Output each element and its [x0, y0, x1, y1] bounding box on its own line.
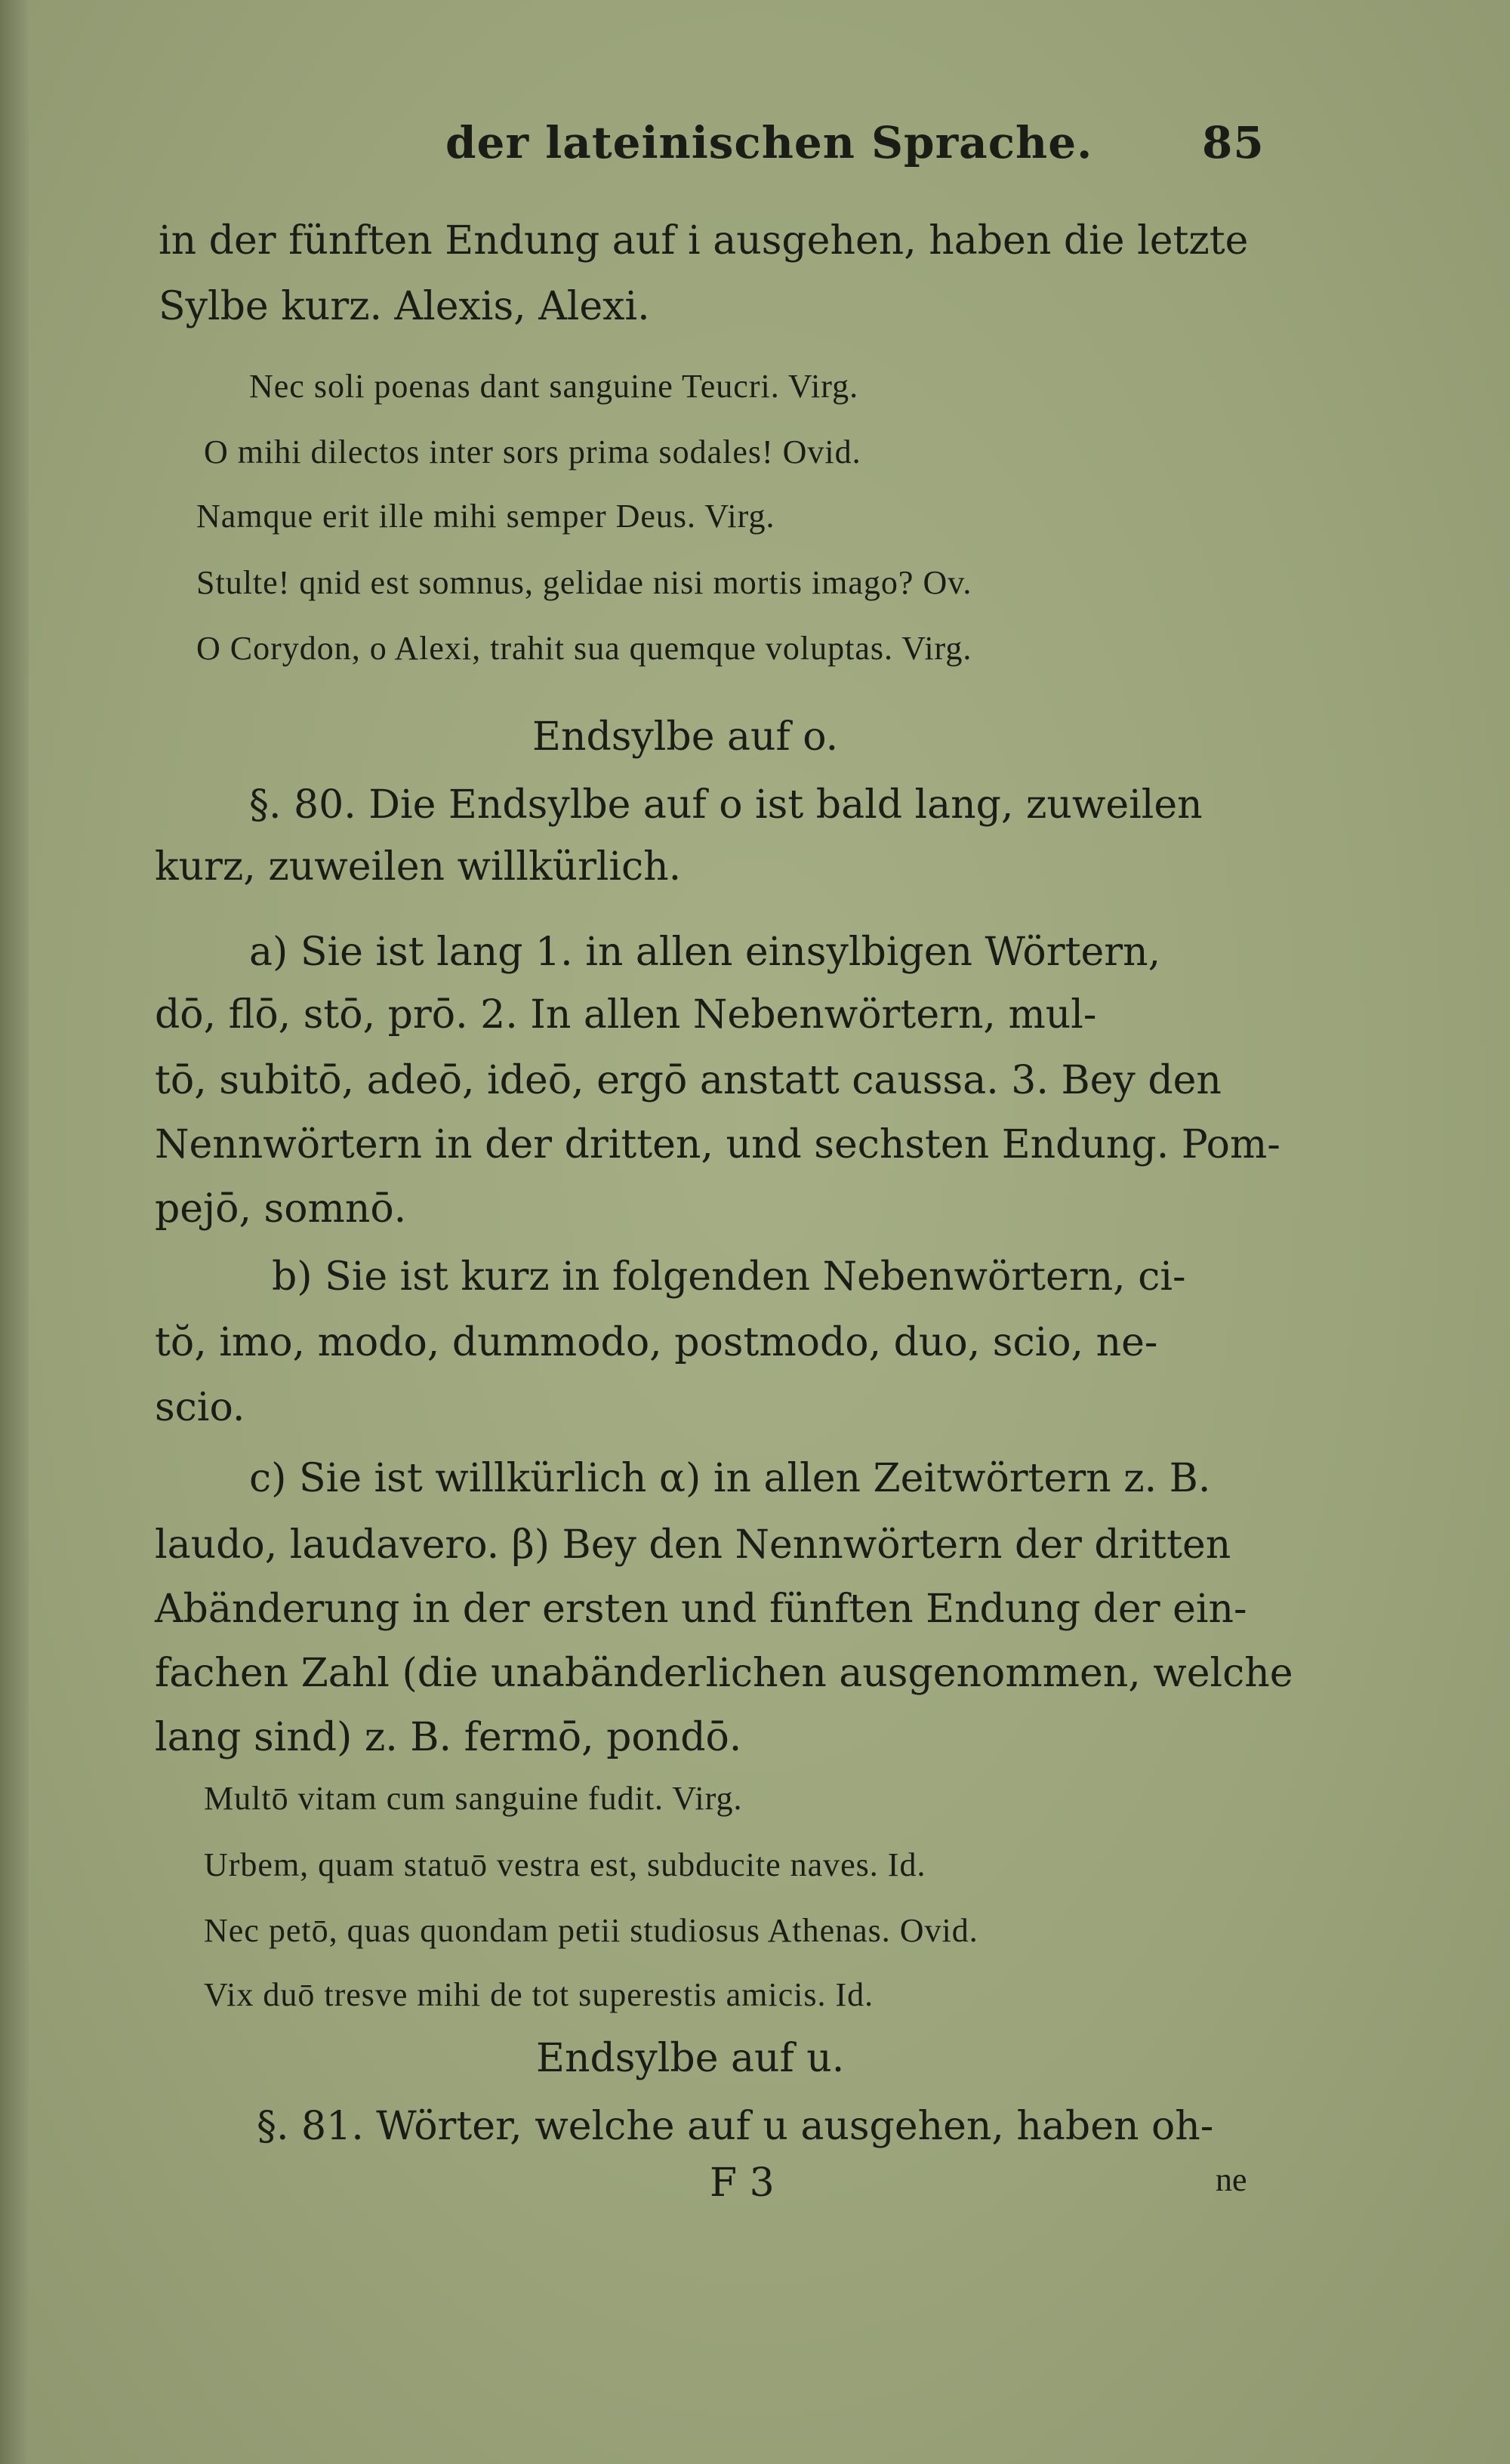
text-line: fachen Zahl (die unabänderlichen ausgenommen, welche: [155, 1651, 1293, 1696]
verse-line: Multō vitam cum sanguine fudit. Virg.: [204, 1780, 743, 1817]
text-line: in der fünften Endung auf i ausgehen, haben die letzte: [159, 218, 1249, 264]
text-line: a) Sie ist lang 1. in allen einsylbigen Wörtern,: [249, 930, 1161, 975]
text-line: b) Sie ist kurz in folgenden Nebenwörtern, ci-: [272, 1254, 1186, 1300]
text-line: lang sind) z. B. fermō, pondō.: [155, 1715, 742, 1760]
text-line: c) Sie ist willkürlich α) in allen Zeitwörtern z. B.: [249, 1456, 1211, 1501]
page-number: 85: [1202, 117, 1265, 168]
text-line: Nennwörtern in der dritten, und sechsten Endung. Pom-: [155, 1122, 1280, 1167]
verse-line: Urbem, quam statuō vestra est, subducite naves. Id.: [204, 1846, 926, 1883]
text-line: pejō, somnō.: [155, 1186, 407, 1232]
verse-line: O Corydon, o Alexi, trahit sua quemque voluptas. Virg.: [196, 630, 972, 667]
section-heading: Endsylbe auf u.: [536, 2036, 845, 2081]
text-line: scio.: [155, 1385, 245, 1430]
verse-line: Nec soli poenas dant sanguine Teucri. Virg.: [249, 368, 859, 405]
signature-mark: F 3: [710, 2160, 775, 2206]
text-line: tŏ, imo, modo, dummodo, postmodo, duo, scio, ne-: [155, 1320, 1158, 1365]
text-line: §. 81. Wörter, welche auf u ausgehen, haben oh-: [257, 2104, 1214, 2149]
text-line: Sylbe kurz. Alexis, Alexi.: [159, 284, 650, 329]
text-line: Abänderung in der ersten und fünften Endung der ein-: [155, 1587, 1247, 1632]
text-line: tō, subitō, adeō, ideō, ergō anstatt caussa. 3. Bey den: [155, 1058, 1222, 1103]
catchword: ne: [1216, 2161, 1247, 2198]
text-line: kurz, zuweilen willkürlich.: [155, 844, 682, 890]
text-line: §. 80. Die Endsylbe auf o ist bald lang, zuweilen: [249, 782, 1203, 828]
page-gutter: [0, 0, 29, 2464]
verse-line: Stulte! qnid est somnus, gelidae nisi mortis imago? Ov.: [196, 564, 972, 601]
verse-line: Namque erit ille mihi semper Deus. Virg.: [196, 498, 775, 535]
verse-line: Vix duō tresve mihi de tot superestis amicis. Id.: [204, 1976, 874, 2013]
text-line: dō, flō, stō, prō. 2. In allen Nebenwörtern, mul-: [155, 992, 1097, 1038]
section-heading: Endsylbe auf o.: [532, 714, 839, 760]
text-line: laudo, laudavero. β) Bey den Nennwörtern der dritten: [155, 1522, 1231, 1568]
verse-line: O mihi dilectos inter sors prima sodales! Ovid.: [204, 433, 861, 470]
running-header: der lateinischen Sprache.: [445, 117, 1093, 168]
verse-line: Nec petō, quas quondam petii studiosus Athenas. Ovid.: [204, 1912, 978, 1949]
